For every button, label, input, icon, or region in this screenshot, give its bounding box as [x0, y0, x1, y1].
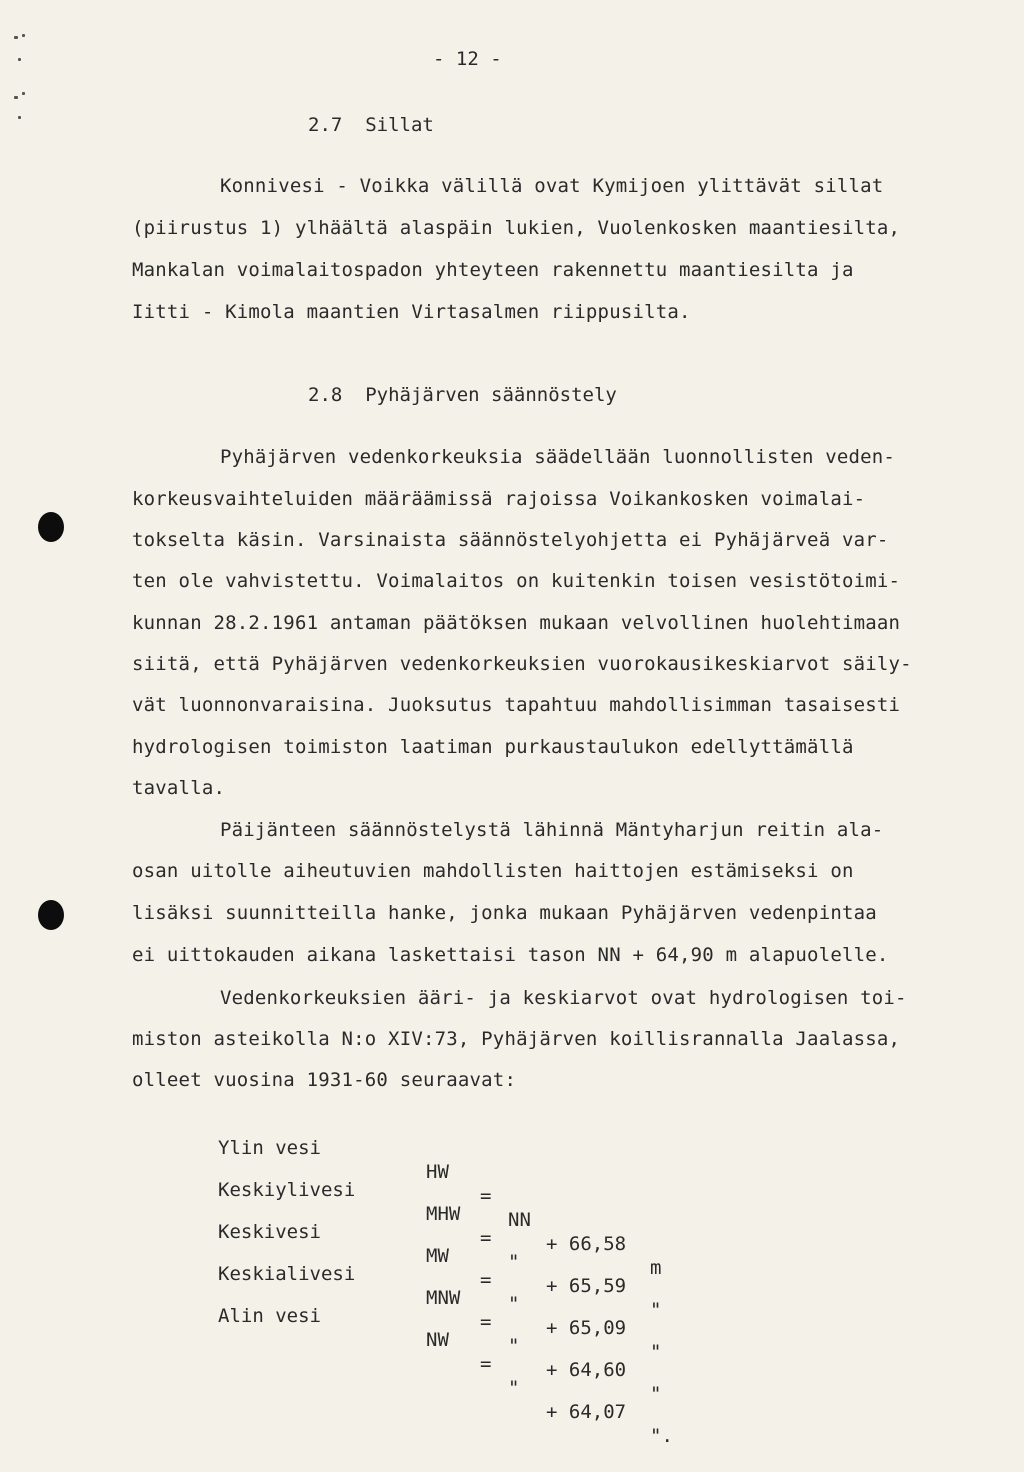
- punch-hole: [38, 512, 64, 542]
- water-level-unit: ".: [650, 1425, 673, 1447]
- paragraph-line: olleet vuosina 1931-60 seuraavat:: [132, 1069, 517, 1091]
- scan-speck: [14, 36, 18, 39]
- scan-speck: [22, 92, 25, 95]
- paragraph-line: Vedenkorkeuksien ääri- ja keskiarvot ovat hydrologisen toi-: [220, 987, 907, 1009]
- water-level-unit: ": [650, 1383, 662, 1405]
- datum-reference: ": [508, 1335, 520, 1357]
- water-level-code: HW: [426, 1161, 449, 1183]
- scan-speck: [18, 58, 21, 61]
- water-level-unit: ": [650, 1299, 662, 1321]
- section-heading-2-8: 2.8 Pyhäjärven säännöstely: [308, 384, 617, 406]
- paragraph-line: miston asteikolla N:o XIV:73, Pyhäjärven koillisrannalla Jaalassa,: [132, 1028, 901, 1050]
- equals-sign: =: [480, 1227, 492, 1249]
- datum-reference: NN: [508, 1209, 531, 1231]
- section-heading-2-7: 2.7 Sillat: [308, 114, 434, 136]
- water-level-value: + 65,09: [546, 1317, 627, 1339]
- water-level-name: Ylin vesi: [218, 1137, 321, 1159]
- paragraph-line: tavalla.: [132, 777, 226, 799]
- equals-sign: =: [480, 1269, 492, 1291]
- paragraph-line: Pyhäjärven vedenkorkeuksia säädellään luonnollisten veden-: [220, 446, 896, 468]
- water-level-name: Alin vesi: [218, 1305, 321, 1327]
- paragraph-line: ten ole vahvistettu. Voimalaitos on kuitenkin toisen vesistötoimi-: [132, 570, 901, 592]
- datum-reference: ": [508, 1251, 520, 1273]
- paragraph-line: osan uitolle aiheutuvien mahdollisten haittojen estämiseksi on: [132, 860, 854, 882]
- paragraph-line: Päijänteen säännöstelystä lähinnä Mäntyharjun reitin ala-: [220, 819, 884, 841]
- water-level-name: Keskiylivesi: [218, 1179, 356, 1201]
- paragraph-line: vät luonnonvaraisina. Juoksutus tapahtuu mahdollisimman tasaisesti: [132, 694, 901, 716]
- water-level-value: + 64,07: [546, 1401, 627, 1423]
- paragraph-line: Konnivesi - Voikka välillä ovat Kymijoen ylittävät sillat: [220, 175, 884, 197]
- water-level-code: MHW: [426, 1203, 461, 1225]
- paragraph-line: (piirustus 1) ylhäältä alaspäin lukien, Vuolenkosken maantiesilta,: [132, 217, 901, 239]
- water-level-value: + 66,58: [546, 1233, 627, 1255]
- datum-reference: ": [508, 1377, 520, 1399]
- water-level-value: + 65,59: [546, 1275, 627, 1297]
- water-level-unit: ": [650, 1341, 662, 1363]
- water-level-code: MNW: [426, 1287, 461, 1309]
- scan-speck: [22, 34, 25, 37]
- water-level-code: NW: [426, 1329, 449, 1351]
- scan-speck: [18, 116, 21, 119]
- punch-hole: [38, 900, 64, 930]
- paragraph-line: ei uittokauden aikana laskettaisi tason NN + 64,90 m alapuolelle.: [132, 944, 889, 966]
- paragraph-line: hydrologisen toimiston laatiman purkaustaulukon edellyttämällä: [132, 736, 854, 758]
- paragraph-line: korkeusvaihteluiden määräämissä rajoissa Voikankosken voimalai-: [132, 488, 866, 510]
- page-number: - 12 -: [433, 48, 502, 70]
- paragraph-line: Mankalan voimalaitospadon yhteyteen rakennettu maantiesilta ja: [132, 259, 854, 281]
- water-level-name: Keskivesi: [218, 1221, 321, 1243]
- water-level-value: + 64,60: [546, 1359, 627, 1381]
- equals-sign: =: [480, 1353, 492, 1375]
- equals-sign: =: [480, 1185, 492, 1207]
- paragraph-line: kunnan 28.2.1961 antaman päätöksen mukaan velvollinen huolehtimaan: [132, 612, 901, 634]
- paragraph-line: lisäksi suunnitteilla hanke, jonka mukaan Pyhäjärven vedenpintaa: [132, 902, 877, 924]
- equals-sign: =: [480, 1311, 492, 1333]
- paragraph-line: Iitti - Kimola maantien Virtasalmen riippusilta.: [132, 301, 691, 323]
- scan-speck: [14, 96, 18, 99]
- paragraph-line: tokselta käsin. Varsinaista säännöstelyohjetta ei Pyhäjärveä var-: [132, 529, 889, 551]
- water-level-name: Keskialivesi: [218, 1263, 356, 1285]
- water-level-unit: m: [650, 1257, 662, 1279]
- water-level-code: MW: [426, 1245, 449, 1267]
- paragraph-line: siitä, että Pyhäjärven vedenkorkeuksien vuorokausikeskiarvot säily-: [132, 653, 912, 675]
- datum-reference: ": [508, 1293, 520, 1315]
